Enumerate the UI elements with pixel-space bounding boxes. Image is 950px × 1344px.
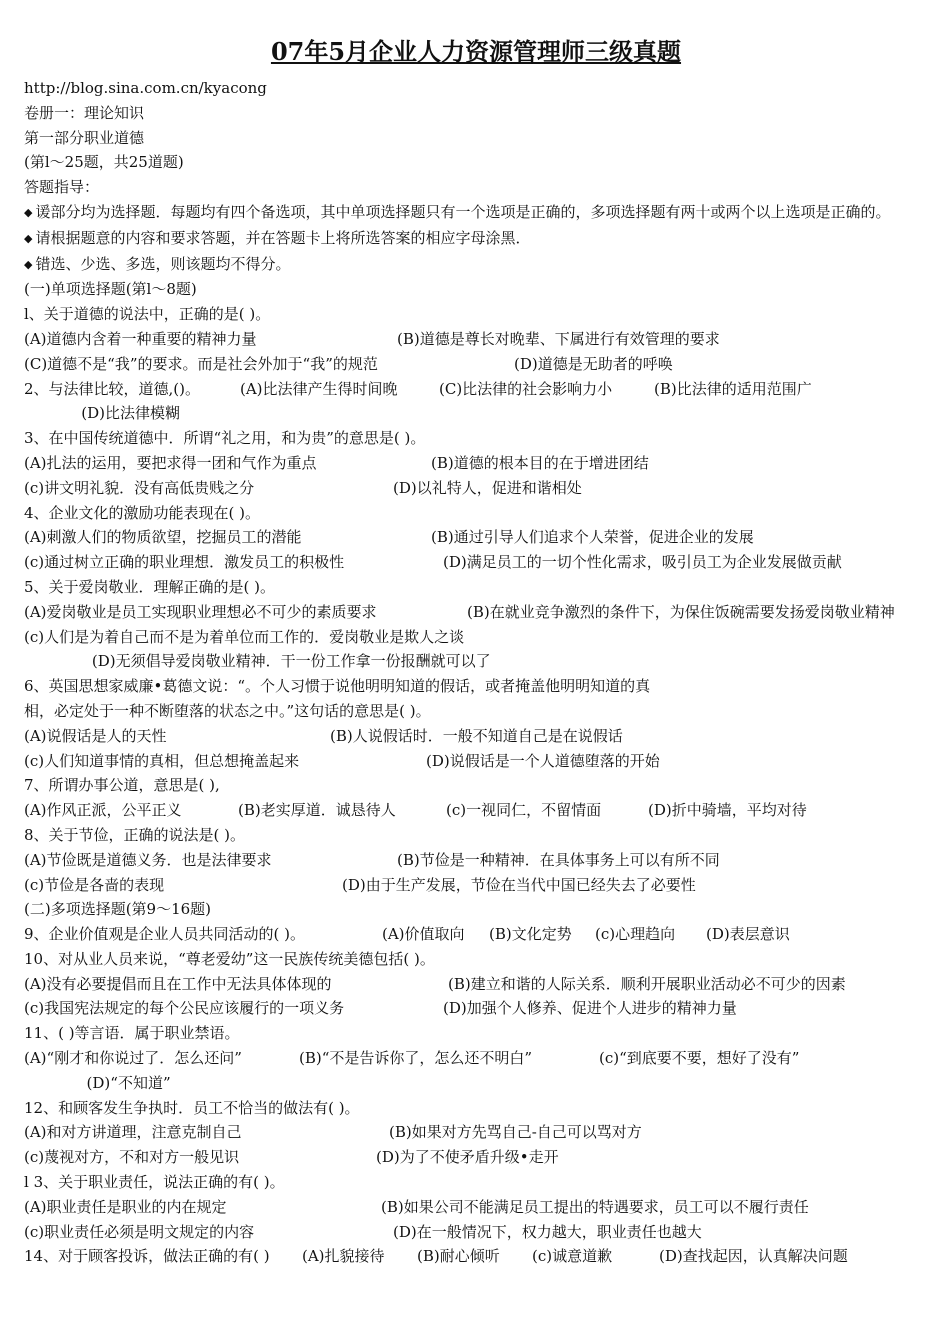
text-line	[24, 226, 928, 252]
text-line	[24, 1170, 928, 1195]
line-text: (A)说假话是人的天性	[24, 726, 167, 745]
line-text: 9、企业价值观是企业人员共同活动的( )。	[24, 925, 306, 944]
text-line	[24, 426, 928, 451]
option-text: (B)节俭是一种精神．在具体事务上可以有所不同	[397, 850, 720, 869]
line-text: (c)人们是为着自己而不是为着单位而工作的．爱岗敬业是欺人之谈	[24, 627, 465, 646]
option-text: (c)心理趋向	[595, 925, 676, 944]
diamond-bullet-icon: ◆	[24, 257, 33, 271]
text-line	[24, 327, 928, 352]
text-line	[24, 699, 928, 724]
text-line	[24, 1195, 928, 1220]
document-body	[24, 76, 928, 1269]
option-text: (D)查找起因，认真解决问题	[659, 1247, 848, 1266]
text-line	[24, 476, 928, 501]
text-line	[24, 798, 928, 823]
option-text: (B)如果公司不能满足员工提出的特遇要求，员工可以不履行责任	[381, 1197, 809, 1216]
text-line	[24, 897, 928, 922]
text-line	[24, 277, 928, 302]
text-line	[24, 175, 928, 200]
text-line	[24, 600, 928, 625]
line-text: l、关于道德的说法中，正确的是( )。	[24, 305, 271, 324]
line-text: (第l～25题，共25道题)	[24, 153, 184, 172]
option-text: (B)如果对方先骂自己-自己可以骂对方	[389, 1123, 642, 1142]
document-title: 07年5月企业人力资源管理师三级真题	[270, 37, 682, 66]
line-text: 卷册一：理论知识	[24, 103, 145, 122]
text-line	[24, 749, 928, 774]
text-line	[24, 302, 928, 327]
text-line	[24, 1220, 928, 1245]
line-text: 4、企业文化的激励功能表现在( )。	[24, 503, 261, 522]
line-text: (c)职业责任必须是明文规定的内容	[24, 1222, 255, 1241]
text-line	[24, 1021, 928, 1046]
text-line	[24, 1096, 928, 1121]
diamond-bullet-icon: ◆	[24, 205, 33, 219]
text-line	[24, 823, 928, 848]
text-line	[24, 1244, 928, 1269]
text-line	[24, 126, 928, 151]
option-text: (B)耐心倾听	[417, 1247, 500, 1266]
line-text: (c)人们知道事情的真相，但总想掩盖起来	[24, 751, 300, 770]
option-text: (B)老实厚道．诚恳待人	[238, 801, 396, 820]
option-text: (D)满足员工的一切个性化需求，吸引员工为企业发展做贡献	[443, 553, 842, 572]
diamond-bullet-icon: ◆	[24, 231, 33, 245]
line-text: (A)刺激人们的物质欲望，挖掘员工的潜能	[24, 528, 302, 547]
text-line	[24, 996, 928, 1021]
text-line	[24, 724, 928, 749]
text-line	[24, 674, 928, 699]
line-text: (A)“刚才和你说过了．怎么还问”	[24, 1049, 242, 1068]
line-text: 2、与法律比较，道德,()。	[24, 379, 201, 398]
text-line	[24, 947, 928, 972]
text-line	[24, 873, 928, 898]
option-text: (B)文化定势	[489, 925, 572, 944]
line-text: l 3、关于职业责任，说法正确的有( )。	[24, 1173, 285, 1192]
line-text: (A)没有必要提倡而且在工作中无法具体体现的	[24, 974, 332, 993]
line-text: http://blog.sina.com.cn/kyacong	[24, 79, 267, 97]
line-text: 7、所谓办事公道，意思是( ),	[24, 776, 220, 795]
text-line	[24, 451, 928, 476]
text-line	[24, 501, 928, 526]
option-text: (D)在一般情况下，权力越大，职业责任也越大	[393, 1222, 702, 1241]
option-text: (D)为了不使矛盾升级•走开	[376, 1148, 559, 1167]
option-text: (D)以礼特人，促进和谐相处	[393, 478, 582, 497]
option-text: (D)折中骑墙，平均对待	[648, 801, 807, 820]
line-text: 谖部分均为选择题．每题均有四个备选项，其中单项选择题只有一个选项是正确的，多项选择题有两十或两个以上选项是正确的。	[35, 202, 891, 221]
line-text: (c)蔑视对方，不和对方一般见识	[24, 1148, 240, 1167]
text-line	[24, 252, 928, 278]
line-text: 错选、少选、多选，则该题均不得分。	[35, 254, 291, 273]
option-text: (A)比法律产生得时间晚	[240, 379, 398, 398]
text-line	[24, 1145, 928, 1170]
text-line	[24, 76, 928, 101]
text-line	[24, 1046, 928, 1096]
line-text: (A)扎法的运用，要把求得一团和气作为重点	[24, 453, 317, 472]
option-text: (c)诚意道歉	[532, 1247, 613, 1266]
option-text: (B)道德是尊长对晚辈、下属进行有效管理的要求	[397, 329, 720, 348]
text-line	[24, 101, 928, 126]
line-text: (A)爱岗敬业是员工实现职业理想必不可少的素质要求	[24, 602, 377, 621]
option-text: (C)比法律的社会影响力小	[439, 379, 613, 398]
option-text: (B)人说假话时．一般不知道自己是在说假话	[330, 726, 623, 745]
line-text: 11、( )等言语．属于职业禁语。	[24, 1024, 240, 1043]
text-line	[24, 773, 928, 798]
option-text: (D)表层意识	[706, 925, 790, 944]
option-text: (D)加强个人修养、促进个人进步的精神力量	[443, 999, 737, 1018]
line-text: (C)道德不是“我”的要求。而是社会外加于“我”的规范	[24, 354, 378, 373]
option-text: (B)建立和谐的人际关系．顺利开展职业活动必不可少的因素	[448, 974, 846, 993]
text-line	[24, 848, 928, 873]
option-text: (A)价值取向	[382, 925, 465, 944]
line-text: 5、关于爱岗敬业．理解正确的是( )。	[24, 577, 276, 596]
line-text: (一)单项选择题(第l～8题)	[24, 280, 197, 299]
line-text: 答题指导：	[24, 178, 100, 197]
option-text: (B)在就业竞争激烈的条件下，为保住饭碗需要发扬爱岗敬业精神	[467, 602, 895, 621]
text-line	[24, 525, 928, 550]
line-text: 3、在中国传统道德中．所谓“礼之用，和为贵”的意思是( )。	[24, 429, 426, 448]
text-line	[24, 972, 928, 997]
option-text: (A)扎貌接待	[302, 1247, 385, 1266]
line-text: (A)和对方讲道理，注意克制自己	[24, 1123, 242, 1142]
option-text: (B)比法律的适用范围广	[654, 379, 812, 398]
line-text: (A)作风正派，公平正义	[24, 801, 182, 820]
line-text: (A)节俭既是道德义务．也是法律要求	[24, 850, 272, 869]
text-line	[24, 150, 928, 175]
line-text: 14、对于顾客投诉，做法正确的有( )	[24, 1247, 270, 1266]
line-text: (二)多项选择题(第9～16题)	[24, 900, 212, 919]
line-text: 相，必定处于一种不断堕落的状态之中。”这句话的意思是( )。	[24, 701, 431, 720]
option-text: (c)一视同仁，不留情面	[446, 801, 602, 820]
option-text: (B)通过引导人们追求个人荣誉，促进企业的发展	[431, 528, 754, 547]
line-text: 12、和顾客发生争执时．员工不恰当的做法有( )。	[24, 1098, 360, 1117]
text-line	[24, 575, 928, 600]
text-line	[24, 200, 928, 226]
line-text: (A)道德内含着一种重要的精神力量	[24, 329, 257, 348]
option-text: (D)比法律模糊	[81, 404, 180, 423]
option-text: (D)道德是无助者的呼唤	[514, 354, 673, 373]
text-line	[24, 1120, 928, 1145]
line-text: (c)讲文明礼貌．没有高低贵贱之分	[24, 478, 255, 497]
option-text: (c)“到底要不要，想好了没有”	[599, 1049, 800, 1068]
text-line	[24, 550, 928, 575]
option-text: (D)无须倡导爱岗敬业精神．干一份工作拿一份报酬就可以了	[91, 652, 491, 671]
line-text: 8、关于节俭，正确的说法是( )。	[24, 825, 246, 844]
option-text: (B)道德的根本目的在于增进团结	[431, 453, 649, 472]
option-text: (D)由于生产发展，节俭在当代中国已经失去了必要性	[342, 875, 696, 894]
line-text: 6、英国思想家威廉•葛德文说：“。个人习惯于说他明明知道的假话，或者掩盖他明明知道的真	[24, 677, 651, 696]
line-text: (c)节俭是各啬的表现	[24, 875, 165, 894]
line-text: 请根据题意的内容和要求答题，并在答题卡上将所选答案的相应字母涂黑．	[35, 228, 531, 247]
option-text: (D)“不知道”	[86, 1073, 171, 1092]
line-text: 10、对从业人员来说，“尊老爱幼”这一民族传统美德包括( )。	[24, 949, 435, 968]
text-line	[24, 377, 928, 427]
line-text: (c)我国宪法规定的每个公民应该履行的一项义务	[24, 999, 345, 1018]
option-text: (D)说假话是一个人道德堕落的开始	[426, 751, 660, 770]
text-line	[24, 625, 928, 675]
line-text: (A)职业责任是职业的内在规定	[24, 1197, 227, 1216]
line-text: (c)通过树立正确的职业理想．激发员工的积极性	[24, 553, 345, 572]
text-line	[24, 922, 928, 947]
option-text: (B)“不是告诉你了，怎么还不明白”	[299, 1049, 533, 1068]
line-text: 第一部分职业道德	[24, 128, 145, 147]
text-line	[24, 352, 928, 377]
